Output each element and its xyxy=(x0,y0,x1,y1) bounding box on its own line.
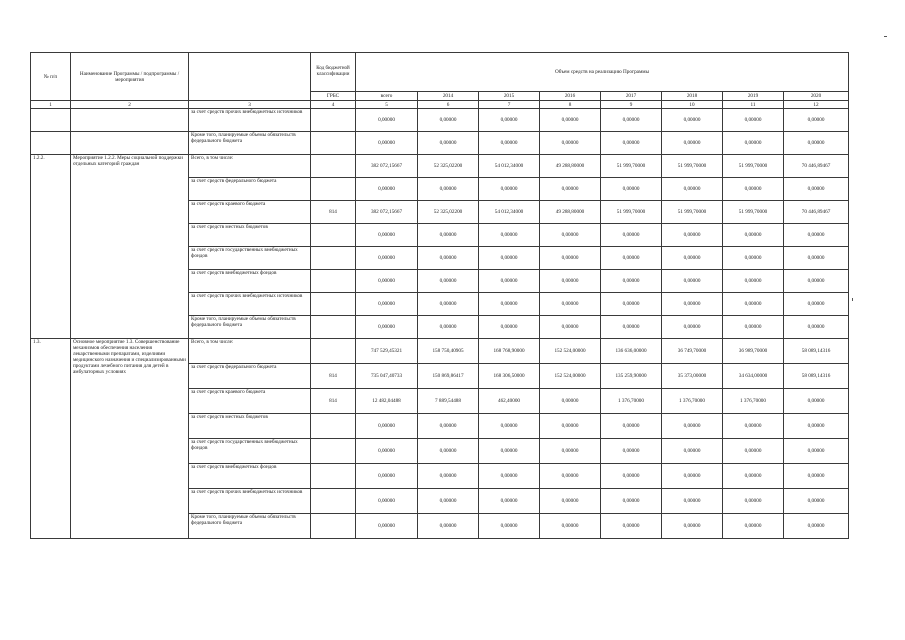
amount-year: 0,00000 xyxy=(723,109,784,132)
amount-year: 0,00000 xyxy=(601,414,662,439)
amount-year: 0,00000 xyxy=(662,439,723,464)
amount-year: 58 089,14316 xyxy=(784,339,849,364)
amount-year: 0,00000 xyxy=(479,464,540,489)
column-index: 8 xyxy=(540,101,601,109)
amount-year: 49 288,80000 xyxy=(540,201,601,224)
header-grbs: ГРБС xyxy=(311,92,356,101)
amount-year: 136 636,00000 xyxy=(601,339,662,364)
amount-year: 158 750,40905 xyxy=(418,339,479,364)
amount-year: 0,00000 xyxy=(418,514,479,539)
amount-year: 152 524,00000 xyxy=(540,339,601,364)
amount-total: 0,00000 xyxy=(356,464,418,489)
grbs-code xyxy=(311,178,356,201)
row-number: 1.3. xyxy=(31,339,71,539)
amount-total: 0,00000 xyxy=(356,316,418,339)
grbs-code: 814 xyxy=(311,364,356,389)
amount-year: 0,00000 xyxy=(784,514,849,539)
amount-year: 0,00000 xyxy=(784,293,849,316)
amount-year: 0,00000 xyxy=(540,109,601,132)
amount-year: 54 012,34000 xyxy=(479,201,540,224)
amount-total: 0,00000 xyxy=(356,178,418,201)
amount-total: 735 047,40733 xyxy=(356,364,418,389)
amount-year: 0,00000 xyxy=(601,109,662,132)
amount-year: 0,00000 xyxy=(540,132,601,155)
grbs-code xyxy=(311,514,356,539)
funding-source: за счет средств федерального бюджета xyxy=(189,178,311,201)
measure-name xyxy=(71,132,189,155)
amount-year: 0,00000 xyxy=(662,178,723,201)
amount-year: 0,00000 xyxy=(601,464,662,489)
amount-year: 51 999,70000 xyxy=(723,201,784,224)
funding-source: за счет средств федерального бюджета xyxy=(189,364,311,389)
amount-year: 36 989,70000 xyxy=(723,339,784,364)
header-kbk: Код бюджетной классификации xyxy=(311,53,356,92)
amount-year: 0,00000 xyxy=(601,489,662,514)
amount-total: 0,00000 xyxy=(356,247,418,270)
grbs-code xyxy=(311,247,356,270)
amount-year: 0,00000 xyxy=(418,178,479,201)
amount-year: 0,00000 xyxy=(662,247,723,270)
amount-year: 0,00000 xyxy=(784,224,849,247)
header-year: 2019 xyxy=(723,92,784,101)
scan-speck xyxy=(852,298,853,301)
amount-year: 0,00000 xyxy=(723,489,784,514)
amount-year: 0,00000 xyxy=(662,293,723,316)
amount-year: 51 999,70000 xyxy=(601,155,662,178)
amount-year: 1 376,70000 xyxy=(601,389,662,414)
amount-year: 0,00000 xyxy=(479,178,540,201)
amount-total: 0,00000 xyxy=(356,132,418,155)
funding-source: Кроме того, планируемые объемы обязательств федерального бюджета xyxy=(189,132,311,155)
amount-year: 0,00000 xyxy=(540,178,601,201)
funding-source: за счет средств краевого бюджета xyxy=(189,389,311,414)
amount-year: 0,00000 xyxy=(540,270,601,293)
amount-year: 0,00000 xyxy=(540,514,601,539)
grbs-code: 814 xyxy=(311,201,356,224)
measure-name: Мероприятие 1.2.2. Меры социальной поддержки отдельных категорий граждан xyxy=(71,155,189,339)
funding-source: Всего, в том числе: xyxy=(189,339,311,364)
column-index: 10 xyxy=(662,101,723,109)
amount-year: 0,00000 xyxy=(418,464,479,489)
scan-speck xyxy=(884,36,887,37)
column-index: 5 xyxy=(356,101,418,109)
amount-year: 0,00000 xyxy=(479,132,540,155)
header-source xyxy=(189,53,311,101)
amount-year: 0,00000 xyxy=(479,316,540,339)
amount-year: 0,00000 xyxy=(418,489,479,514)
table-row xyxy=(31,339,849,364)
amount-year: 0,00000 xyxy=(418,270,479,293)
amount-year: 70 446,89467 xyxy=(784,201,849,224)
amount-year: 0,00000 xyxy=(784,389,849,414)
amount-year: 0,00000 xyxy=(540,224,601,247)
header-volume: Объем средств на реализацию Программы xyxy=(356,53,849,92)
amount-year: 0,00000 xyxy=(601,224,662,247)
amount-year: 51 999,70000 xyxy=(662,201,723,224)
amount-year: 70 446,89467 xyxy=(784,155,849,178)
amount-total: 0,00000 xyxy=(356,270,418,293)
table-row xyxy=(31,109,849,132)
amount-total: 0,00000 xyxy=(356,514,418,539)
amount-year: 0,00000 xyxy=(418,293,479,316)
amount-year: 0,00000 xyxy=(540,247,601,270)
amount-year: 35 373,00000 xyxy=(662,364,723,389)
budget-table-page xyxy=(30,52,848,539)
amount-total: 0,00000 xyxy=(356,224,418,247)
amount-year: 0,00000 xyxy=(601,293,662,316)
amount-year: 0,00000 xyxy=(418,132,479,155)
measure-name: Основное мероприятие 1.3. Совершенствование механизмов обеспечения населения лекарственными препаратами, изделиями медицинского назначения и специализированными продуктами лечебного питания для детей в амбулаторных условиях xyxy=(71,339,189,539)
amount-total: 0,00000 xyxy=(356,293,418,316)
column-index: 9 xyxy=(601,101,662,109)
amount-year: 0,00000 xyxy=(540,414,601,439)
header-year: 2014 xyxy=(418,92,479,101)
amount-year: 0,00000 xyxy=(540,439,601,464)
amount-year: 0,00000 xyxy=(540,316,601,339)
funding-source: за счет средств внебюджетных фондов xyxy=(189,464,311,489)
amount-year: 0,00000 xyxy=(784,270,849,293)
amount-year: 0,00000 xyxy=(601,514,662,539)
grbs-code xyxy=(311,489,356,514)
amount-year: 0,00000 xyxy=(418,414,479,439)
amount-year: 0,00000 xyxy=(723,270,784,293)
amount-total: 747 529,45321 xyxy=(356,339,418,364)
amount-year: 0,00000 xyxy=(418,316,479,339)
amount-total: 0,00000 xyxy=(356,439,418,464)
header-year: 2017 xyxy=(601,92,662,101)
amount-year: 7 889,54488 xyxy=(418,389,479,414)
amount-year: 0,00000 xyxy=(662,224,723,247)
grbs-code: 814 xyxy=(311,389,356,414)
amount-total: 382 072,15667 xyxy=(356,201,418,224)
amount-total: 0,00000 xyxy=(356,489,418,514)
amount-year: 51 999,70000 xyxy=(662,155,723,178)
amount-year: 0,00000 xyxy=(662,316,723,339)
amount-year: 0,00000 xyxy=(601,439,662,464)
amount-year: 0,00000 xyxy=(784,414,849,439)
table-row xyxy=(31,132,849,155)
amount-year: 0,00000 xyxy=(723,247,784,270)
amount-year: 0,00000 xyxy=(723,224,784,247)
amount-year: 0,00000 xyxy=(418,247,479,270)
amount-year: 0,00000 xyxy=(723,439,784,464)
amount-year: 0,00000 xyxy=(662,414,723,439)
amount-year: 0,00000 xyxy=(479,489,540,514)
grbs-code xyxy=(311,109,356,132)
amount-year: 0,00000 xyxy=(540,489,601,514)
amount-year: 0,00000 xyxy=(784,439,849,464)
amount-year: 1 376,70000 xyxy=(662,389,723,414)
amount-year: 0,00000 xyxy=(418,439,479,464)
amount-year: 51 999,70000 xyxy=(601,201,662,224)
amount-year: 0,00000 xyxy=(662,514,723,539)
table-row xyxy=(31,155,849,178)
amount-year: 0,00000 xyxy=(723,464,784,489)
amount-year: 0,00000 xyxy=(479,514,540,539)
amount-total: 382 072,15667 xyxy=(356,155,418,178)
grbs-code xyxy=(311,132,356,155)
amount-year: 0,00000 xyxy=(479,224,540,247)
amount-year: 168 306,50000 xyxy=(479,364,540,389)
header-year: 2020 xyxy=(784,92,849,101)
amount-year: 0,00000 xyxy=(601,178,662,201)
amount-total: 12 482,04488 xyxy=(356,389,418,414)
amount-year: 0,00000 xyxy=(540,293,601,316)
amount-year: 0,00000 xyxy=(723,514,784,539)
funding-source: за счет средств местных бюджетов xyxy=(189,224,311,247)
amount-year: 0,00000 xyxy=(662,132,723,155)
grbs-code xyxy=(311,414,356,439)
budget-table xyxy=(30,52,849,539)
amount-year: 0,00000 xyxy=(601,132,662,155)
funding-source: Кроме того, планируемые объемы обязательств федерального бюджета xyxy=(189,514,311,539)
amount-year: 0,00000 xyxy=(418,109,479,132)
amount-year: 0,00000 xyxy=(662,489,723,514)
amount-year: 58 089,14316 xyxy=(784,364,849,389)
grbs-code xyxy=(311,270,356,293)
amount-year: 0,00000 xyxy=(723,316,784,339)
column-index: 2 xyxy=(71,101,189,109)
grbs-code xyxy=(311,339,356,364)
amount-year: 0,00000 xyxy=(479,247,540,270)
amount-year: 0,00000 xyxy=(723,293,784,316)
amount-year: 0,00000 xyxy=(723,132,784,155)
row-number xyxy=(31,109,71,132)
row-number xyxy=(31,132,71,155)
amount-year: 0,00000 xyxy=(601,316,662,339)
column-index: 1 xyxy=(31,101,71,109)
amount-year: 0,00000 xyxy=(479,109,540,132)
amount-year: 34 634,00000 xyxy=(723,364,784,389)
amount-year: 52 325,02200 xyxy=(418,201,479,224)
amount-year: 0,00000 xyxy=(784,109,849,132)
column-index: 11 xyxy=(723,101,784,109)
funding-source: за счет средств прочих внебюджетных источников xyxy=(189,109,311,132)
amount-year: 0,00000 xyxy=(784,489,849,514)
grbs-code xyxy=(311,224,356,247)
amount-year: 36 749,70000 xyxy=(662,339,723,364)
amount-year: 168 768,90000 xyxy=(479,339,540,364)
amount-year: 0,00000 xyxy=(784,247,849,270)
funding-source: за счет средств краевого бюджета xyxy=(189,201,311,224)
amount-year: 1 376,70000 xyxy=(723,389,784,414)
funding-source: за счет средств государственных внебюджетных фондов xyxy=(189,439,311,464)
grbs-code xyxy=(311,293,356,316)
header-year: 2018 xyxy=(662,92,723,101)
header-year: 2016 xyxy=(540,92,601,101)
amount-year: 0,00000 xyxy=(784,316,849,339)
grbs-code xyxy=(311,155,356,178)
measure-name xyxy=(71,109,189,132)
amount-total: 0,00000 xyxy=(356,414,418,439)
amount-year: 0,00000 xyxy=(723,178,784,201)
funding-source: за счет средств прочих внебюджетных источников xyxy=(189,293,311,316)
amount-year: 0,00000 xyxy=(601,270,662,293)
amount-year: 0,00000 xyxy=(479,414,540,439)
amount-year: 51 999,70000 xyxy=(723,155,784,178)
amount-year: 0,00000 xyxy=(784,464,849,489)
row-number: 1.2.2. xyxy=(31,155,71,339)
column-index: 7 xyxy=(479,101,540,109)
amount-year: 54 012,34000 xyxy=(479,155,540,178)
amount-year: 0,00000 xyxy=(479,270,540,293)
amount-year: 0,00000 xyxy=(784,178,849,201)
amount-year: 0,00000 xyxy=(601,247,662,270)
funding-source: за счет средств прочих внебюджетных источников xyxy=(189,489,311,514)
amount-year: 0,00000 xyxy=(540,389,601,414)
funding-source: за счет средств государственных внебюджетных фондов xyxy=(189,247,311,270)
header-name: Наименование Программы / подпрограммы / мероприятия xyxy=(71,53,189,101)
header-year: 2015 xyxy=(479,92,540,101)
amount-year: 152 524,00000 xyxy=(540,364,601,389)
funding-source: Кроме того, планируемые объемы обязательств федерального бюджета xyxy=(189,316,311,339)
amount-year: 0,00000 xyxy=(540,464,601,489)
amount-year: 0,00000 xyxy=(662,464,723,489)
amount-year: 0,00000 xyxy=(418,224,479,247)
grbs-code xyxy=(311,464,356,489)
amount-year: 0,00000 xyxy=(479,293,540,316)
amount-year: 0,00000 xyxy=(479,439,540,464)
column-index: 4 xyxy=(311,101,356,109)
amount-year: 462,40000 xyxy=(479,389,540,414)
amount-year: 0,00000 xyxy=(662,109,723,132)
funding-source: за счет средств внебюджетных фондов xyxy=(189,270,311,293)
funding-source: Всего, в том числе: xyxy=(189,155,311,178)
amount-year: 135 259,90000 xyxy=(601,364,662,389)
column-index: 6 xyxy=(418,101,479,109)
amount-year: 49 288,80000 xyxy=(540,155,601,178)
grbs-code xyxy=(311,439,356,464)
column-index: 3 xyxy=(189,101,311,109)
amount-year: 0,00000 xyxy=(784,132,849,155)
amount-year: 52 325,02200 xyxy=(418,155,479,178)
amount-year: 0,00000 xyxy=(662,270,723,293)
column-index: 12 xyxy=(784,101,849,109)
grbs-code xyxy=(311,316,356,339)
header-num: № п/п xyxy=(31,53,71,101)
header-total: всего xyxy=(356,92,418,101)
funding-source: за счет средств местных бюджетов xyxy=(189,414,311,439)
amount-year: 150 869,86417 xyxy=(418,364,479,389)
amount-total: 0,00000 xyxy=(356,109,418,132)
amount-year: 0,00000 xyxy=(723,414,784,439)
